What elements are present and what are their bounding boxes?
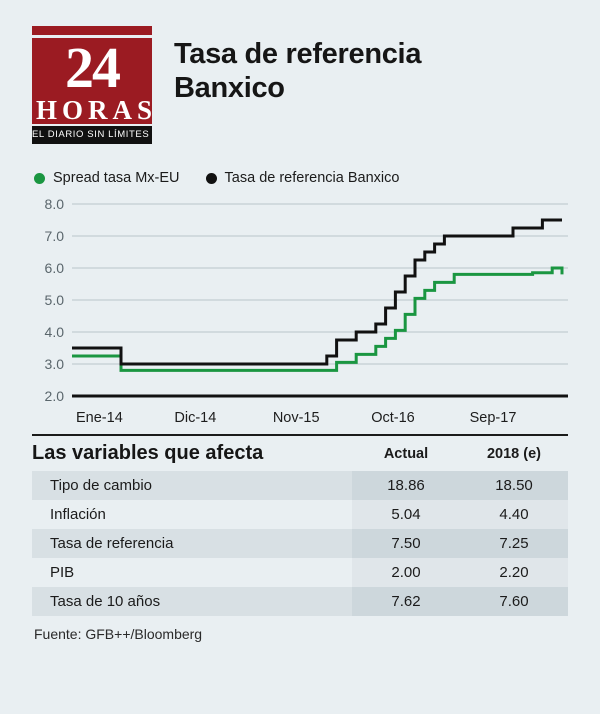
brand-word: HORAS: [36, 95, 158, 125]
legend-label-spread: Spread tasa Mx-EU: [53, 170, 180, 186]
table-header: [32, 434, 568, 465]
x-tick-2: Nov-15: [272, 410, 320, 426]
x-tick-4: Sep-17: [469, 410, 517, 426]
row-value-actual: 2.00: [352, 558, 460, 587]
table-title: Las variables que afecta: [32, 442, 264, 464]
table-row: [32, 529, 568, 558]
y-tick-label: 7.0: [44, 228, 64, 244]
row-label: Tasa de 10 años: [32, 587, 352, 616]
x-tick-0: Ene-14: [76, 410, 123, 426]
y-tick-label: 5.0: [44, 292, 64, 308]
legend-dot-spread: [34, 173, 45, 184]
source-note: Fuente: GFB++/Bloomberg: [34, 626, 203, 642]
column-header-estimate: 2018 (e): [486, 446, 541, 462]
row-label: PIB: [50, 564, 75, 581]
y-tick-label: 2.0: [44, 388, 64, 404]
row-value-estimate: 7.60: [460, 587, 568, 616]
variables-table: [32, 471, 568, 616]
legend-label-rate: Tasa de referencia Banxico: [224, 170, 400, 186]
y-tick-label: 8.0: [44, 196, 64, 212]
table-row: [32, 500, 568, 529]
row-label: Inflación: [50, 506, 106, 523]
chart-legend: [32, 170, 568, 186]
row-value-actual: 7.50: [352, 529, 460, 558]
brand-top-bar: [32, 26, 152, 35]
brand-logo: [32, 26, 158, 144]
column-header-actual: Actual: [383, 446, 429, 462]
row-value-estimate: 2.20: [460, 558, 568, 587]
brand-tagline: EL DIARIO SIN LÍMITES: [32, 126, 152, 144]
table-row: [32, 558, 568, 587]
brand-block: [32, 35, 158, 125]
x-axis-labels: [32, 410, 568, 426]
brand-number: 24: [65, 35, 119, 100]
row-value-actual: 7.62: [352, 587, 460, 616]
series-line-spread: [72, 268, 562, 370]
y-tick-label: 6.0: [44, 260, 64, 276]
y-tick-label: 4.0: [44, 324, 64, 340]
page-title-line1: Tasa de referencia: [174, 38, 422, 70]
row-label: Tasa de referencia: [32, 529, 352, 558]
chart-canvas: [32, 196, 568, 406]
legend-item-rate: [206, 170, 400, 186]
row-value-actual: 5.04: [352, 500, 460, 529]
row-value-estimate: 4.40: [460, 500, 568, 529]
table-row: [32, 587, 568, 616]
x-tick-3: Oct-16: [371, 410, 415, 426]
legend-dot-rate: [206, 173, 217, 184]
row-value-actual: 18.86: [352, 471, 460, 500]
legend-item-spread: [34, 170, 180, 186]
y-tick-label: 3.0: [44, 356, 64, 372]
series-line-rate: [72, 220, 562, 364]
row-label: Tipo de cambio: [32, 471, 352, 500]
row-value-estimate: 7.25: [460, 529, 568, 558]
line-chart: [32, 196, 568, 428]
x-tick-1: Dic-14: [174, 410, 217, 426]
page-title: [174, 26, 421, 106]
header: [32, 0, 568, 144]
table-row: [32, 471, 568, 500]
page-title-line2: Banxico: [174, 71, 285, 104]
row-value-estimate: 18.50: [460, 471, 568, 500]
